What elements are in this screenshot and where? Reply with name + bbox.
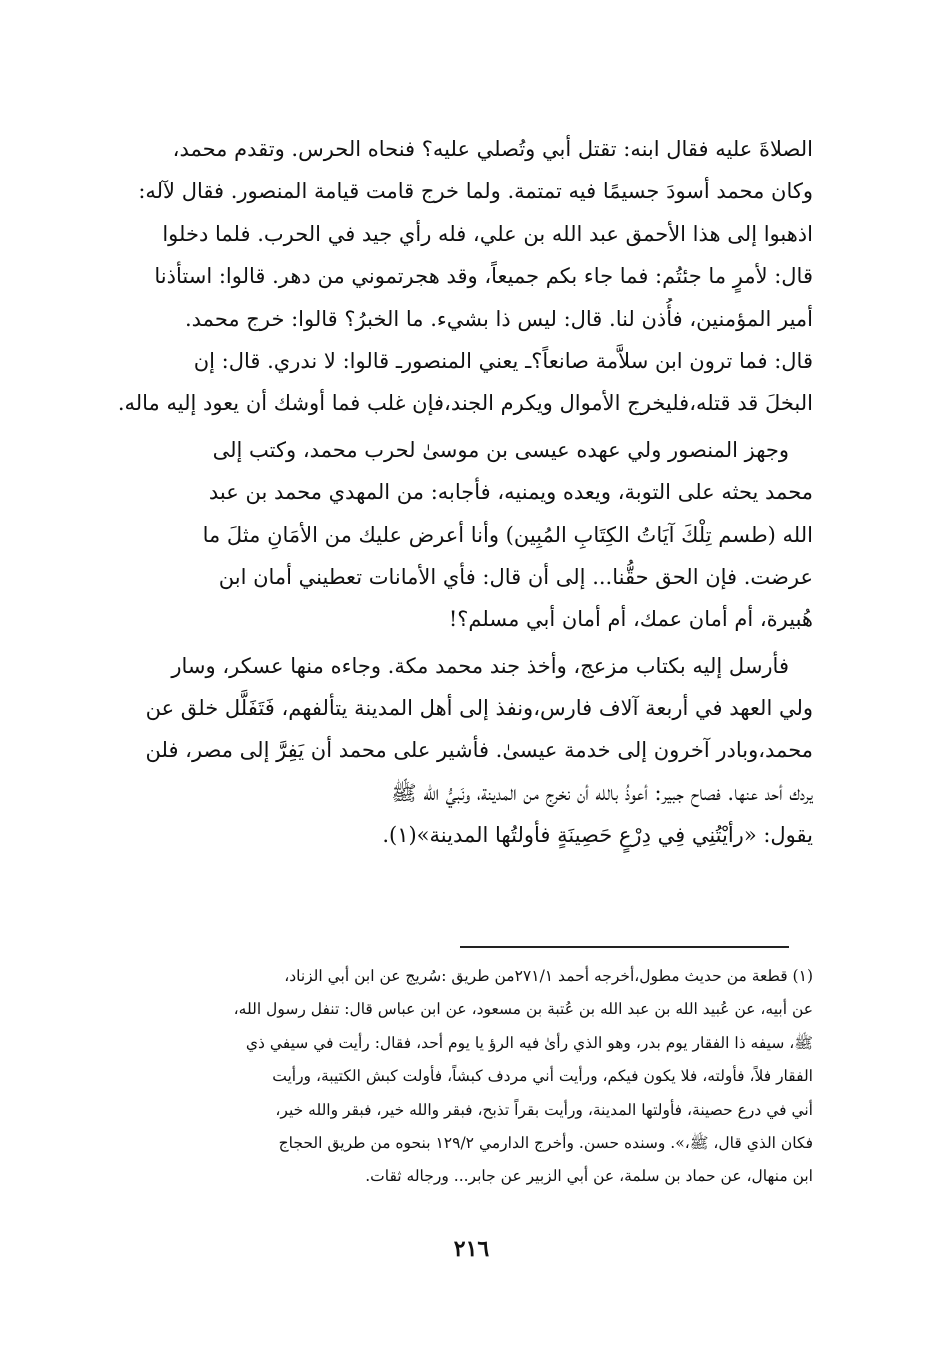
- text-line: أمير المؤمنين، فأُذن لنا. قال: ليس ذا بشيء. ما الخبرُ؟ قالوا: خرج محمد.: [184, 306, 813, 331]
- text-line: البخلَ قد قتله،فليخرج الأموال ويكرم الجند،فإن غلب فما أوشك أن يعود إليه ماله.: [118, 391, 813, 416]
- paragraph-3: [118, 645, 813, 857]
- text-line: ولي العهد في أربعة آلاف فارس،ونفذ إلى أهل المدينة يتألفهم، فَتَفَلَّل خلق عن: [145, 696, 813, 721]
- text-line: محمد يحثه على التوبة، ويعده ويمنيه، فأجابه: من المهدي محمد بن عبد: [208, 480, 813, 505]
- text-line: وكان محمد أسودَ جسيمًا فيه تمتمة. ولما خرج قامت قيامة المنصور. فقال لآله:: [138, 179, 813, 204]
- footnote-line: الفقار فلاً، فأولته، فلا يكون فيكم، ورأيت أني مردف كبشاً، فأولت كبش الكتيبة، ورأيت: [272, 1067, 813, 1086]
- text-line: عرضت. فإن الحق حقُّنا... إلى أن قال: فأي الأمانات تعطيني أمان ابن: [218, 564, 813, 589]
- footnote-line: ابن منهال، عن حماد بن سلمة، عن أبي الزبير عن جابر... ورجاله ثقات.: [365, 1167, 813, 1186]
- text-line: فأرسل إليه بكتاب مزعج، وأخذ جند محمد مكة. وجاءه منها عسكر، وسار: [171, 653, 789, 678]
- footnote-line: عن أبيه، عن عُبيد الله بن عبد الله بن عُتبة بن مسعود، عن ابن عباس قال: تنفل رسول الله،: [233, 1000, 813, 1019]
- footnote-line: فكان الذي قال، ﷺ،». وسنده حسن. وأخرج الدارمي ١٢٩/٢ بنحوه من طريق الحجاج: [278, 1133, 813, 1152]
- text-line: يردك أحد عنها. فصاح جبير: أعوذُ بالله أن نخرج من المدينة، ونَبيُّ الله ﷺ: [391, 780, 813, 805]
- footnote-divider: [460, 946, 789, 948]
- footnote-line: أني في درع حصينة، فأولتها المدينة، ورأيت بقراً تذبح، فبقر والله خير، فبقر والله خير،: [275, 1100, 813, 1119]
- footnote: [118, 960, 813, 1194]
- text-line: وجهز المنصور ولي عهده عيسى بن موسىٰ لحرب محمد، وكتب إلى: [212, 437, 789, 462]
- footnote-line: ﷺ، سيفه ذا الفقار يوم بدر، وهو الذي رأىٰ فيه الرؤ يا يوم أحد، فقال: رأيت في سيفي ذي: [245, 1033, 813, 1052]
- text-line: يقول: «رأيْتُنِي فِي دِرْعٍ حَصِينَةٍ فأولتُها المدينة»(١).: [382, 823, 813, 848]
- page-number: ٢١٦: [453, 1236, 490, 1262]
- main-text: [118, 128, 813, 857]
- text-line: اذهبوا إلى هذا الأحمق عبد الله بن علي، فله رأي جيد في الحرب. فلما دخلوا: [162, 221, 813, 246]
- text-line: قال: فما ترون ابن سلاَّمة صانعاً؟ـ يعني المنصورـ قالوا: لا ندري. قال: إن: [193, 348, 813, 373]
- text-line: هُبيرة، أم أمان عمك، أم أمان أبي مسلم؟!: [448, 607, 813, 632]
- paragraph-1: [118, 128, 813, 425]
- text-line: قال: لأمرٍ ما جئتُم: فما جاء بكم جميعاً، وقد هجرتموني من دهر. قالوا: استأذنا: [154, 264, 813, 289]
- paragraph-2: [118, 429, 813, 641]
- text-line: الله (طسم تِلْكَ آيَاتُ الكِتَابِ المُبِين) وأنا أعرض عليك من الأمَانِ مثلَ ما: [202, 522, 813, 547]
- text-line: الصلاةَ عليه فقال ابنه: تقتل أبي وتُصلي عليه؟ فنحاه الحرس. وتقدم محمد،: [172, 137, 813, 161]
- text-line: محمد،وبادر آخرون إلى خدمة عيسىٰ. فأشير على محمد أن يَفِرَّ إلى مصر، فلن: [145, 738, 813, 763]
- footnote-line: (١) قطعة من حديث مطول،أخرجه أحمد ٢٧١/١من طريق :سُريج عن ابن أبي الزناد،: [284, 967, 813, 985]
